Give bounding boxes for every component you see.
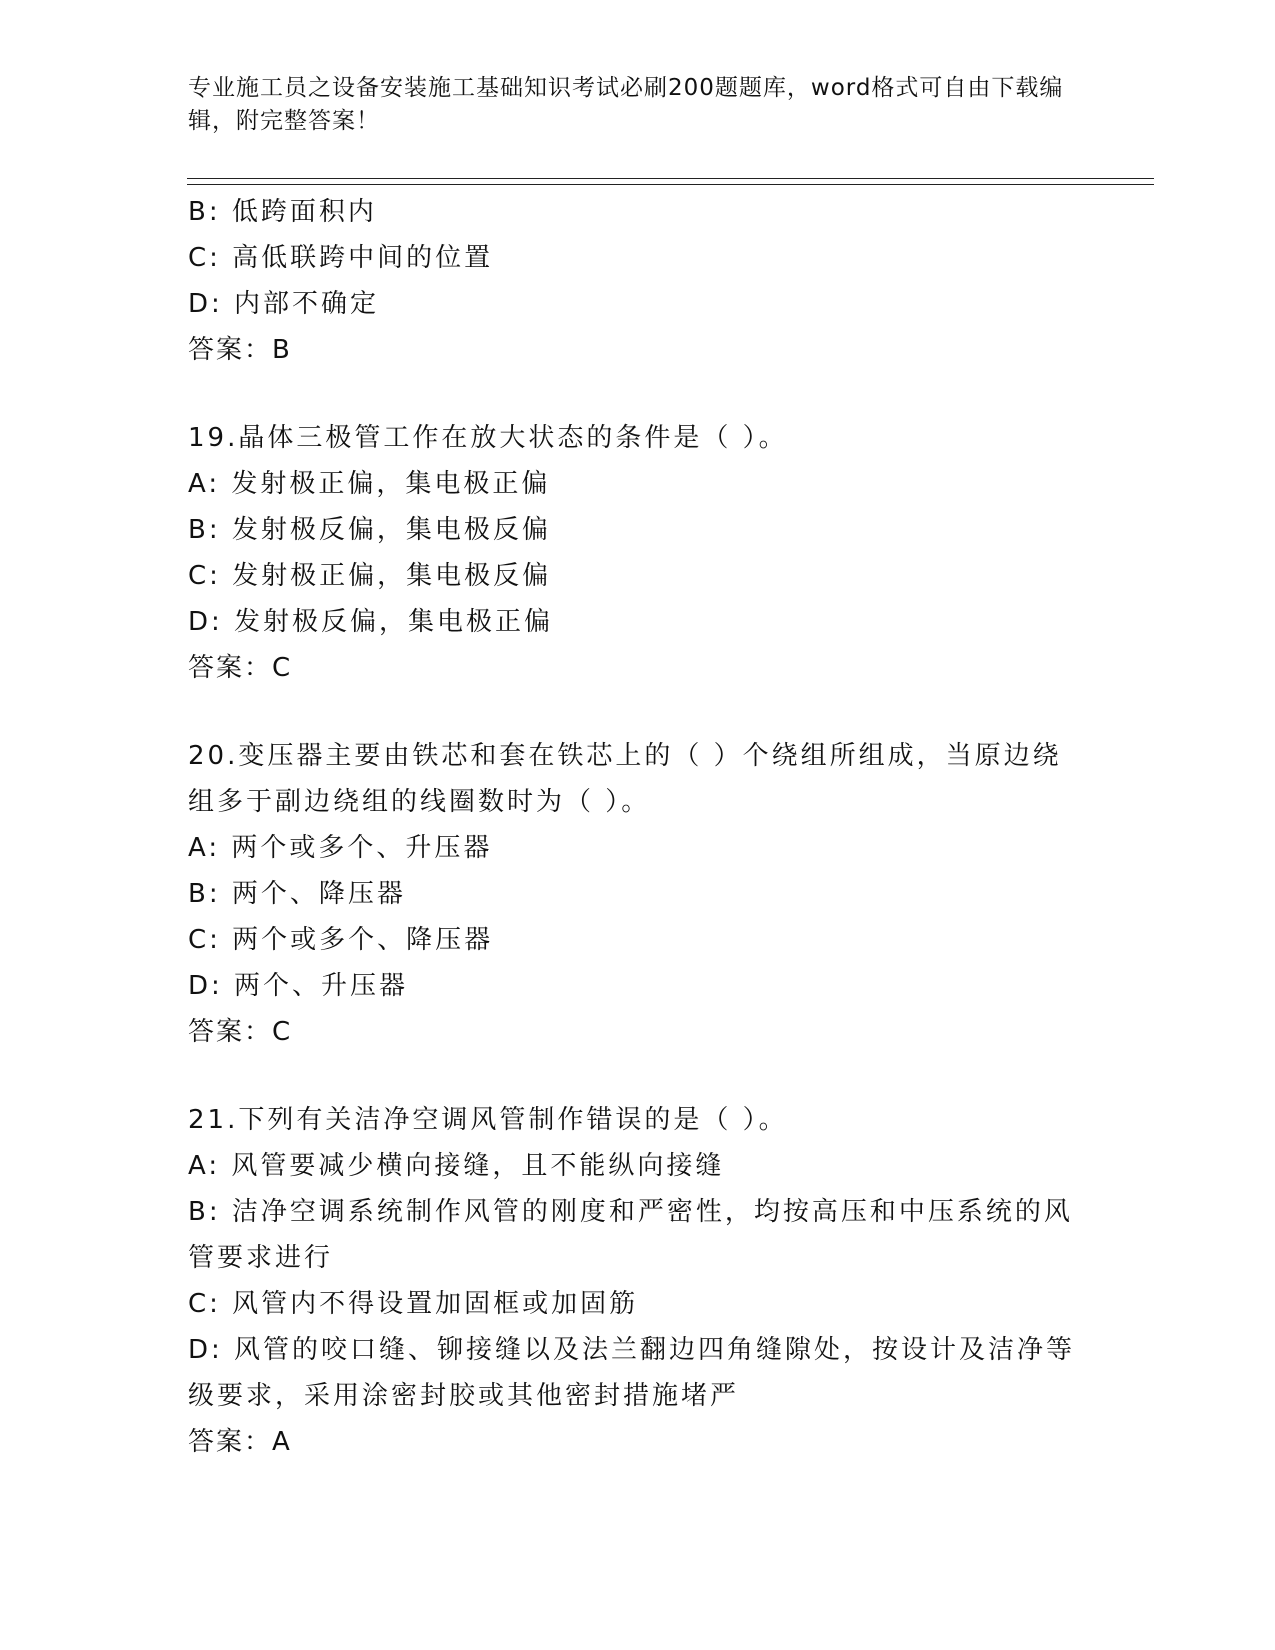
option-d-line-2: 级要求，采用涂密封胶或其他密封措施堵严 — [188, 1381, 740, 1411]
header-divider-bottom — [187, 184, 1154, 185]
answer-text: 答案：B — [188, 335, 292, 365]
option-a: A: 发射极正偏，集电极正偏 — [188, 469, 551, 499]
option-d-line-1: D: 风管的咬口缝、铆接缝以及法兰翻边四角缝隙处，按设计及洁净等 — [188, 1335, 1076, 1365]
option-c: C: 高低联跨中间的位置 — [188, 243, 494, 273]
option-c: C: 两个或多个、降压器 — [188, 925, 494, 955]
option-c: C: 发射极正偏，集电极反偏 — [188, 561, 552, 591]
answer-text: 答案：A — [188, 1427, 292, 1457]
question-stem: 21.下列有关洁净空调风管制作错误的是（ ）。 — [188, 1105, 788, 1135]
option-b: B: 低跨面积内 — [188, 197, 377, 227]
option-a: A: 风管要减少横向接缝，且不能纵向接缝 — [188, 1151, 725, 1181]
question-list — [188, 189, 1088, 1465]
question-block-prev — [188, 189, 1088, 373]
question-block-19 — [188, 415, 1088, 691]
option-d: D: 两个、升压器 — [188, 971, 409, 1001]
question-stem: 19.晶体三极管工作在放大状态的条件是（ ）。 — [188, 423, 788, 453]
option-b: B: 发射极反偏，集电极反偏 — [188, 515, 551, 545]
option-d: D: 发射极反偏，集电极正偏 — [188, 607, 554, 637]
option-d: D: 内部不确定 — [188, 289, 380, 319]
document-header: 专业施工员之设备安装施工基础知识考试必刷200题题库，word格式可自由下载编辑，附完整答案！ — [188, 75, 1064, 134]
option-c: C: 风管内不得设置加固框或加固筋 — [188, 1289, 639, 1319]
option-a: A: 两个或多个、升压器 — [188, 833, 493, 863]
option-b: B: 两个、降压器 — [188, 879, 406, 909]
question-block-21 — [188, 1097, 1088, 1465]
answer-text: 答案：C — [188, 653, 293, 683]
option-b-line-2: 管要求进行 — [188, 1243, 334, 1273]
question-block-20 — [188, 733, 1088, 1055]
question-stem-line-1: 20.变压器主要由铁芯和套在铁芯上的（ ）个绕组所组成，当原边绕 — [188, 741, 1062, 771]
question-stem-line-2: 组多于副边绕组的线圈数时为（ ）。 — [188, 787, 651, 817]
answer-text: 答案：C — [188, 1017, 293, 1047]
option-b-line-1: B: 洁净空调系统制作风管的刚度和严密性，均按高压和中压系统的风 — [188, 1197, 1073, 1227]
header-divider-top — [187, 178, 1154, 179]
